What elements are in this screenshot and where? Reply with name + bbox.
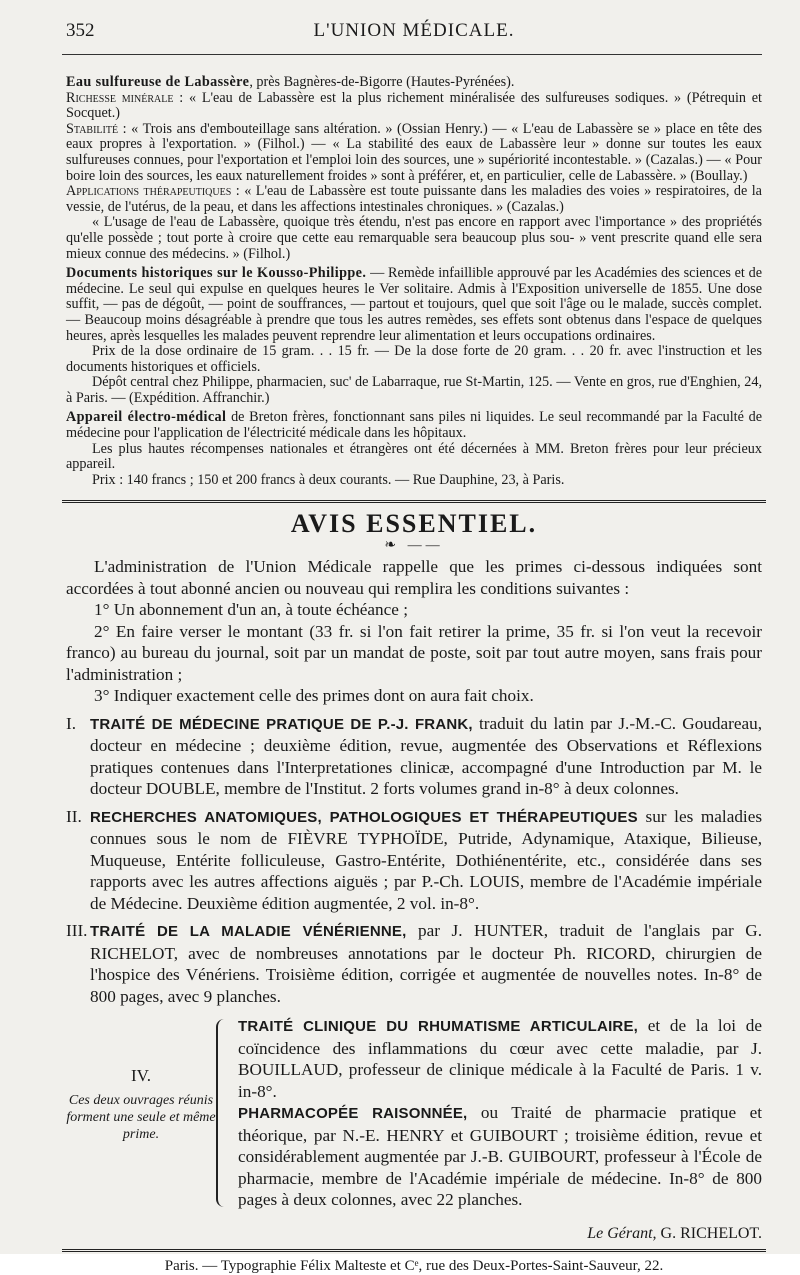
- prime-4b: PHARMACOPÉE RAISONNÉE, ou Traité de pharmacie pratique et théorique, par N.-E. HENRY et GUIBOURT ; troisième édition, revue et considérablement augmentée par J.-B. GUIBOURT, professeur à l'École de pharmacie, membre de l'Académie impériale de médecine. In-8° de 800 pages à deux colonnes, avec 22 planches.: [238, 1103, 763, 1210]
- condition-1: 1° Un abonnement d'un an, à toute échéance ;: [94, 600, 408, 620]
- prime-4-note: Ces deux ouvrages réunis forment une seule et même prime.: [66, 1093, 216, 1143]
- section-rule: [62, 500, 766, 503]
- prime-1: I. TRAITÉ DE MÉDECINE PRATIQUE DE P.-J. FRANK, traduit du latin par J.-M.-C. Goudareau, docteur en médecine ; deuxième édition, revue, augmentée des Observations et Réflexions pratiques contenues dans l'Interpretationes clinicæ, accompagné d'une Introduction par M. le docteur DOUBLE, membre de l'Institut. 2 forts volumes grand in-8° à deux colonnes.: [66, 713, 762, 799]
- prime-3: III. TRAITÉ DE LA MALADIE VÉNÉRIENNE, par J. HUNTER, traduit de l'anglais par G. RICHELOT, avec de nombreuses annotations par le docteur Ph. RICORD, chirurgien de l'hospice des Vénériens. Troisième édition, corrigée et augmentée de nouvelles notes. In-8° de 800 pages, avec 9 planches.: [66, 921, 762, 1006]
- prime-title: TRAITÉ DE LA MALADIE VÉNÉRIENNE,: [90, 923, 407, 941]
- ad-labassere: Eau sulfureuse de Labassère, près Bagnères-de-Bigorre (Hautes-Pyrénées). Richesse minérale : « L'eau de Labassère est la plus richement minéralisée des sulfureuses sodiques. » (Pétrequin et Socquet.) Stabilité : « Trois ans d'embouteillage sans altération. » (Ossian Henry.) — « L'eau de Labassère se » place en tête des eaux propres à l'exportation. » (Filhol.) — « La stabilité des eaux de Labassère leur » donne sur toutes les eaux sulfureuses connues, pour l'exportation et l'emploi loin des sources, une » supériorité incontestable. » (Cazalas.) — « Pour boire loin des sources, les eaux naturellement froides » sont à préférer, et, en particulier, celle de Labassère. » (Boullay.) Applications thérapeutiques : « L'eau de Labassère est toute puissante dans les maladies des voies » respiratoires, de la vessie, de l'utérus, de la peau, et dans les affections intestinales chroniques. » (Cazalas.) « L'usage de l'eau de Labassère, quoique très étendu, n'est pas encore en rapport avec l'importance » des propriétés qu'elle possède ; tout porte à croire que cette eau remarquable sera beaucoup plus sou- » vent prescrite quand elle sera mieux connue des médecins. » (Filhol.): [66, 74, 762, 262]
- printer-imprint: Paris. — Typographie Félix Malteste et Cᵉ, rue des Deux-Portes-Saint-Sauveur, 22.: [164, 1257, 664, 1274]
- header-rule: [62, 54, 762, 55]
- running-title: L'UNION MÉDICALE.: [313, 20, 515, 41]
- prime-4-label: IV. Ces deux ouvrages réunis forment une seule et même prime.: [66, 1066, 216, 1143]
- prime-4a: TRAITÉ CLINIQUE DU RHUMATISME ARTICULAIRE, et de la loi de coïncidence des inflammations du cœur avec cette maladie, par J. BOUILLAUD, professeur de clinique médicale à la Faculté de Paris. 1 v. in-8°.: [238, 1016, 762, 1101]
- ad-lead: Appareil électro-médical: [66, 409, 227, 426]
- page-header: [66, 20, 762, 50]
- prime-title: RECHERCHES ANATOMIQUES, PATHOLOGIQUES ET THÉRAPEUTIQUES: [90, 808, 638, 826]
- advertisements: [66, 75, 762, 488]
- signature: Le Gérant, G. RICHELOT.: [587, 1224, 762, 1242]
- avis-section: [66, 556, 762, 1211]
- condition-2: 2° En faire verser le montant (33 fr. si l'on fait retirer la prime, 35 fr. si l'on veut la recevoir franco) au bureau du journal, soit par un mandat de poste, soit par tout autre moyen, sans frais pour l'administration ;: [66, 621, 762, 684]
- avis-title: AVIS ESSENTIEL.: [290, 509, 538, 539]
- avis-intro: L'administration de l'Union Médicale rappelle que les primes ci-dessous indiquées sont accordées à tout abonné ancien ou nouveau qui remplira les conditions suivantes :: [66, 557, 762, 598]
- prime-title: TRAITÉ DE MÉDECINE PRATIQUE DE P.-J. FRANK,: [90, 715, 473, 733]
- footer-rule: [62, 1249, 766, 1252]
- ad-lead: Eau sulfureuse de Labassère: [66, 74, 250, 90]
- brace-icon: [216, 1019, 232, 1207]
- ad-lead: Documents historiques sur le Kousso-Philippe.: [66, 265, 367, 282]
- ad-electro: Appareil électro-médical de Breton frères, fonctionnant sans piles ni liquides. Le seul recommandé par la Faculté de médecine pour l'application de l'électricité médicale dans les hôpitaux. Les plus hautes récompenses nationales et étrangères ont été décernées à MM. Breton frères pour leur précieux appareil. Prix : 140 francs ; 150 et 200 francs à deux courants. — Rue Dauphine, 23, à Paris.: [66, 409, 762, 488]
- page-number: 352: [66, 20, 95, 41]
- prime-2: II. RECHERCHES ANATOMIQUES, PATHOLOGIQUES ET THÉRAPEUTIQUES sur les maladies connues sous le nom de FIÈVRE TYPHOÏDE, Putride, Adynamique, Ataxique, Bilieuse, Muqueuse, Entérite folliculeuse, Gastro-Entérite, Dothiénentérite, etc., considérée dans ses rapports avec les autres affections aiguës ; par P.-Ch. LOUIS, membre de l'Académie impériale de Médecine. Deuxième édition augmentée, 2 vol. in-8°.: [66, 806, 763, 913]
- condition-3: 3° Indiquer exactement celle des primes dont on aura fait choix.: [94, 686, 534, 706]
- prime-4: [66, 1015, 762, 1211]
- ornament-icon: ❧ ——: [384, 538, 444, 554]
- ad-kousso: Documents historiques sur le Kousso-Philippe. — Remède infaillible approuvé par les Académies des sciences et de médecine. Le seul qui expulse en quelques heures le Ver solitaire. Admis à l'Exposition universelle de 1855. Une dose suffit, — pas de dégoût, — point de souffrances, — partout et toujours, quel que soit l'âge ou le malade, succès complet. — Beaucoup moins désagréable à prendre que tous les autres remèdes, ses effets sont obtenus dans l'espace de quelques heures, après lesquelles les malades peuvent reprendre leur alimentation et leurs occupations ordinaires. Prix de la dose ordinaire de 15 gram. . . 15 fr. — De la dose forte de 20 gram. . . 20 fr. avec l'instruction et les documents historiques et officiels. Dépôt central chez Philippe, pharmacien, suc' de Labarraque, rue St-Martin, 125. — Vente en gros, rue d'Enghien, 24, à Paris. — (Expédition. Affranchir.): [66, 265, 762, 406]
